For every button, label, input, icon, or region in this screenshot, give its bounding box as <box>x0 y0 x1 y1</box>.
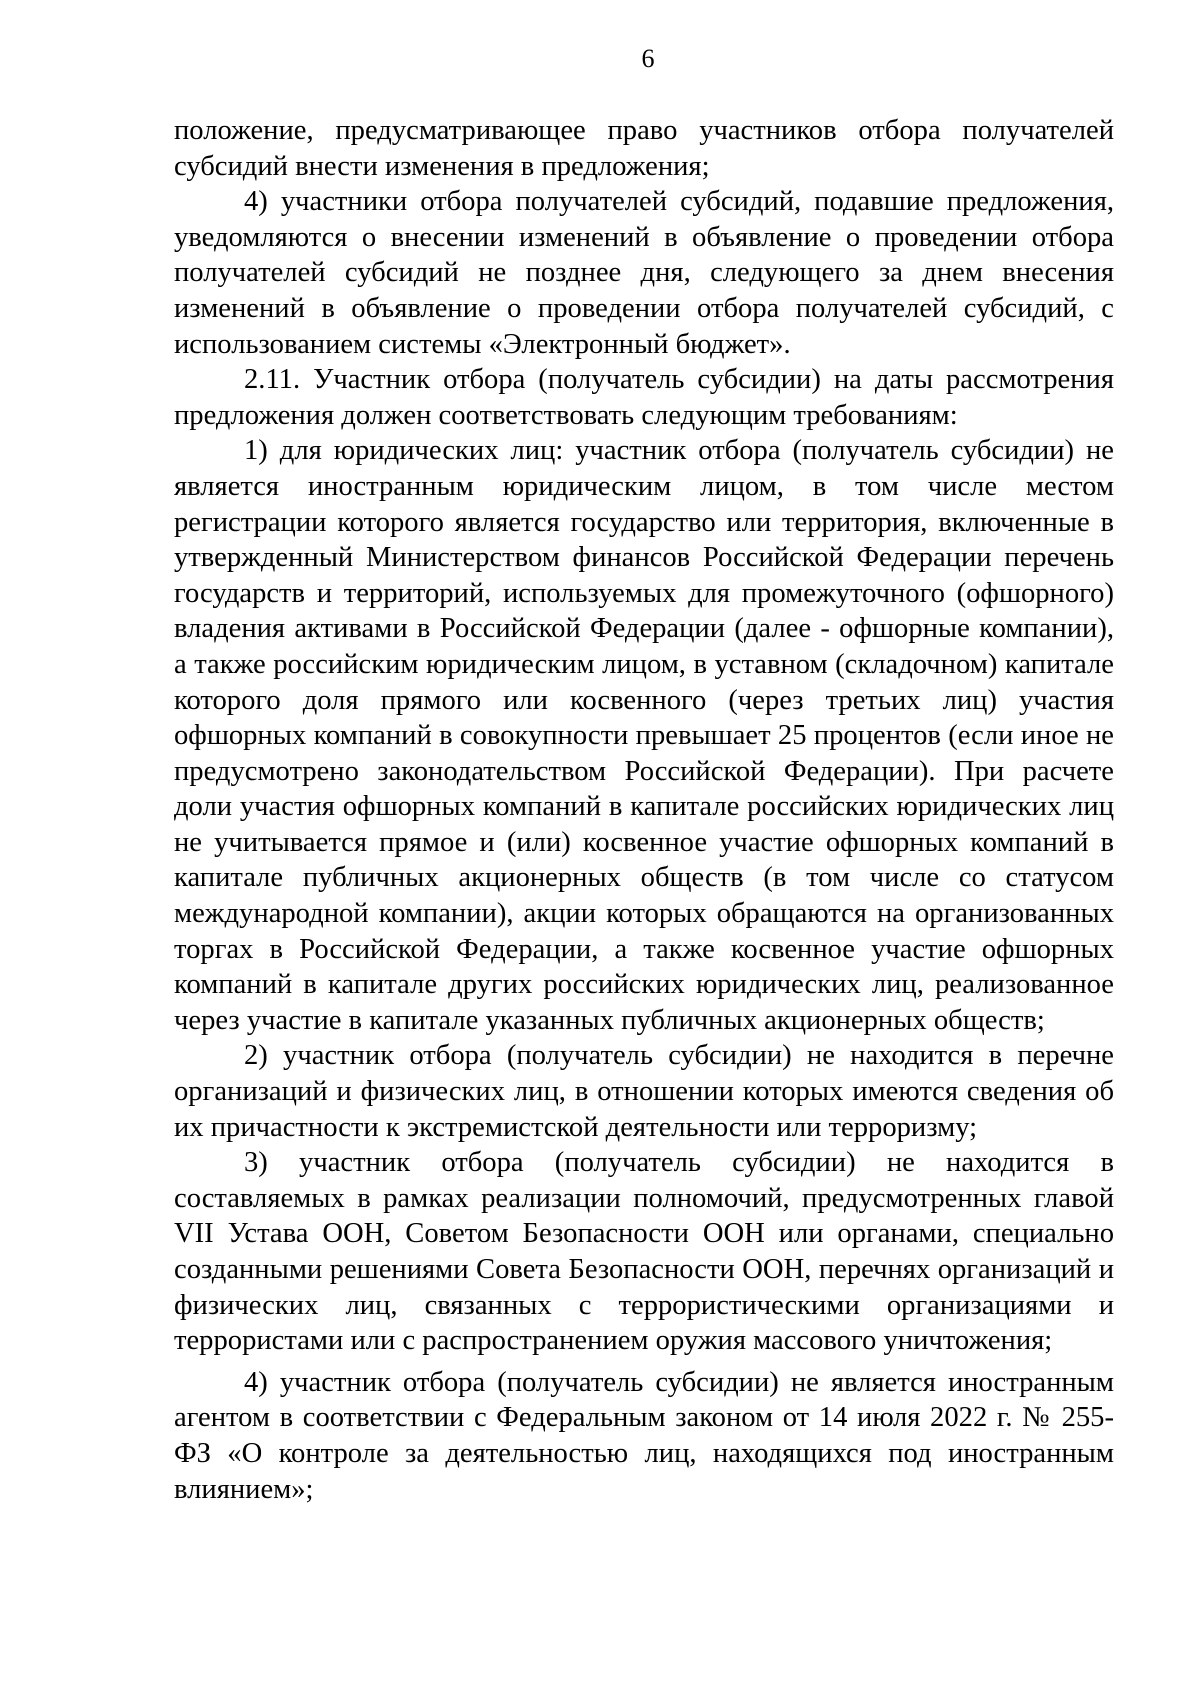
paragraph: 2.11. Участник отбора (получатель субсидии) на даты рассмотрения предложения должен соответствовать следующим требованиям: <box>174 364 1114 431</box>
page-number: 6 <box>641 44 655 73</box>
document-body <box>174 113 1114 1507</box>
paragraph: 3) участник отбора (получатель субсидии) не находится в составляемых в рамках реализации полномочий, предусмотренных главой VII Устава ООН, Советом Безопасности ООН или органами, специально созданными решениями Совета Безопасности ООН, перечнях организаций и физических лиц, связанных с террористическими организациями и террористами или с распространением оружия массового уничтожения; <box>174 1147 1114 1357</box>
paragraph: положение, предусматривающее право участников отбора получателей субсидий внести изменения в предложения; <box>174 115 1114 182</box>
paragraph: 2) участник отбора (получатель субсидии) не находится в перечне организаций и физических лиц, в отношении которых имеются сведения об их причастности к экстремистской деятельности или терроризму; <box>174 1040 1114 1143</box>
paragraph: 4) участник отбора (получатель субсидии) не является иностранным агентом в соответствии с Федеральным законом от 14 июля 2022 г. № 255-ФЗ «О контроле за деятельностью лиц, находящихся под иностранным влиянием»; <box>174 1366 1114 1505</box>
paragraph: 1) для юридических лиц: участник отбора (получатель субсидии) не является иностранным юридическим лицом, в том числе местом регистрации которого является государство или территория, включенные в утвержденный Министерством финансов Российской Федерации перечень государств и территорий, используемых для промежуточного (офшорного) владения активами в Российской Федерации (далее - офшорные компании), а также российским юридическим лицом, в уставном (складочном) капитале которого доля прямого или косвенного (через третьих лиц) участия офшорных компаний в совокупности превышает 25 процентов (если иное не предусмотрено законодательством Российской Федерации). При расчете доли участия офшорных компаний в капитале российских юридических лиц не учитывается прямое и (или) косвенное участие офшорных компаний в капитале публичных акционерных обществ (в том числе со статусом международной компании), акции которых обращаются на организованных торгах в Российской Федерации, а также косвенное участие офшорных компаний в капитале других российских юридических лиц, реализованное через участие в капитале указанных публичных акционерных обществ; <box>174 435 1114 1036</box>
paragraph: 4) участники отбора получателей субсидий, подавшие предложения, уведомляются о внесении изменений в объявление о проведении отбора получателей субсидий не позднее дня, следующего за днем внесения изменений в объявление о проведении отбора получателей субсидий, с использованием системы «Электронный бюджет». <box>174 186 1114 360</box>
